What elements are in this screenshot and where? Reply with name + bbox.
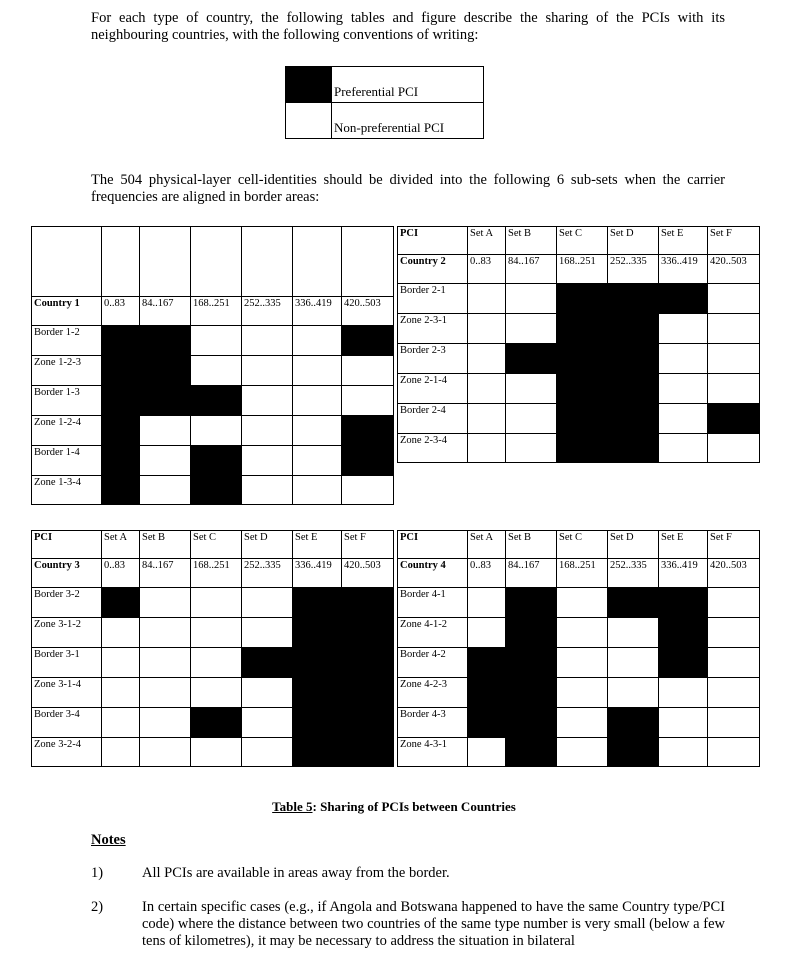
set-header-cell: Set B (506, 227, 557, 255)
non-preferential-cell (242, 588, 293, 618)
non-preferential-cell (293, 356, 342, 386)
table-row (398, 314, 760, 344)
range-row (398, 559, 760, 588)
non-preferential-cell (468, 618, 506, 648)
preferential-cell (506, 618, 557, 648)
non-preferential-cell (140, 738, 191, 767)
preferential-cell (506, 588, 557, 618)
preferential-cell (557, 404, 608, 434)
preferential-cell (102, 476, 140, 505)
set-header-cell: Set D (608, 531, 659, 559)
non-preferential-cell (342, 356, 394, 386)
range-row (32, 297, 394, 326)
preferential-cell (293, 588, 342, 618)
non-preferential-cell (506, 434, 557, 463)
range-cell: 420..503 (708, 255, 760, 284)
non-preferential-cell (506, 404, 557, 434)
pci-header-cell: PCI (32, 531, 102, 559)
non-preferential-cell (659, 708, 708, 738)
table-row (32, 648, 394, 678)
non-preferential-cell (708, 374, 760, 404)
non-preferential-cell (102, 678, 140, 708)
pci-header-cell: PCI (398, 531, 468, 559)
non-preferential-cell (140, 618, 191, 648)
set-header-cell: Set F (708, 227, 760, 255)
preferential-cell (102, 416, 140, 446)
row-label: Border 1-4 (32, 446, 102, 476)
range-cell: 420..503 (342, 297, 394, 326)
note-text: All PCIs are available in areas away from the border. (142, 865, 450, 881)
non-preferential-cell (140, 708, 191, 738)
non-preferential-cell (242, 356, 293, 386)
non-preferential-cell (293, 416, 342, 446)
non-preferential-cell (708, 618, 760, 648)
non-preferential-cell (557, 678, 608, 708)
preferential-cell (506, 678, 557, 708)
preferential-cell (293, 678, 342, 708)
non-preferential-cell (242, 708, 293, 738)
set-header-cell: Set D (608, 227, 659, 255)
pci-table-country-1 (31, 226, 394, 505)
preferential-cell (468, 708, 506, 738)
header-row (398, 531, 760, 559)
table-row (32, 708, 394, 738)
preferential-cell (102, 326, 140, 356)
range-cell: 420..503 (342, 559, 394, 588)
preferential-cell (506, 344, 557, 374)
range-cell: 0..83 (102, 559, 140, 588)
pci-header-cell: PCI (398, 227, 468, 255)
pci-table-country-4 (397, 530, 760, 767)
table-row (398, 344, 760, 374)
set-header-cell: Set C (557, 531, 608, 559)
preferential-cell (557, 284, 608, 314)
preferential-cell (342, 446, 394, 476)
preferential-cell (191, 476, 242, 505)
preferential-cell (608, 738, 659, 767)
row-label: Zone 4-2-3 (398, 678, 468, 708)
country-label: Country 2 (398, 255, 468, 284)
preferential-cell (659, 588, 708, 618)
country-label: Country 4 (398, 559, 468, 588)
preferential-cell (506, 648, 557, 678)
set-header-cell: Set D (242, 531, 293, 559)
range-cell: 168..251 (557, 255, 608, 284)
non-preferential-cell (242, 678, 293, 708)
set-header-cell: Set B (506, 531, 557, 559)
note-text: In certain specific cases (e.g., if Angola and Botswana happened to have the same Country type/PCI code) where the distance between two countries of the same type number is very small (below a few tens of kilometres), it may be necessary to address the situation in bilateral (142, 899, 725, 949)
row-label: Border 4-2 (398, 648, 468, 678)
non-preferential-cell (140, 446, 191, 476)
row-label: Zone 3-2-4 (32, 738, 102, 767)
table-row (398, 434, 760, 463)
non-preferential-cell (708, 314, 760, 344)
preferential-cell (659, 618, 708, 648)
table-row (398, 404, 760, 434)
non-preferential-cell (708, 284, 760, 314)
non-preferential-cell (140, 648, 191, 678)
table-row (32, 326, 394, 356)
note-number: 1) (91, 865, 104, 881)
non-preferential-cell (557, 618, 608, 648)
range-cell: 0..83 (468, 255, 506, 284)
set-header-cell (102, 227, 140, 297)
range-cell: 252..335 (242, 297, 293, 326)
preferential-cell (191, 386, 242, 416)
preferential-cell (342, 618, 394, 648)
non-preferential-cell (102, 618, 140, 648)
non-preferential-cell (557, 738, 608, 767)
preferential-cell (506, 708, 557, 738)
set-header-cell: Set E (659, 227, 708, 255)
table-row (398, 648, 760, 678)
header-row (398, 227, 760, 255)
set-header-cell: Set C (191, 531, 242, 559)
non-preferential-cell (191, 326, 242, 356)
preferential-cell (506, 738, 557, 767)
preferential-cell (342, 588, 394, 618)
row-label: Border 3-4 (32, 708, 102, 738)
non-preferential-cell (242, 446, 293, 476)
table-row (32, 386, 394, 416)
table-row (398, 284, 760, 314)
preferential-cell (557, 344, 608, 374)
header-row (32, 227, 394, 297)
preferential-cell (293, 618, 342, 648)
preferential-cell (293, 648, 342, 678)
preferential-cell (293, 708, 342, 738)
preferential-cell (140, 326, 191, 356)
non-preferential-cell (659, 374, 708, 404)
preferential-cell (293, 738, 342, 767)
preferential-cell (342, 678, 394, 708)
non-preferential-cell (140, 416, 191, 446)
non-preferential-cell (708, 588, 760, 618)
set-header-cell (342, 227, 394, 297)
row-label: Border 2-4 (398, 404, 468, 434)
table-row (398, 708, 760, 738)
set-header-cell: Set A (468, 227, 506, 255)
non-preferential-cell (468, 374, 506, 404)
non-preferential-cell (242, 416, 293, 446)
non-preferential-cell (293, 326, 342, 356)
table-row (32, 356, 394, 386)
preferential-cell (102, 446, 140, 476)
set-header-cell (140, 227, 191, 297)
preferential-cell (608, 588, 659, 618)
set-header-cell: Set A (102, 531, 140, 559)
set-header-cell: Set F (708, 531, 760, 559)
row-label: Border 1-3 (32, 386, 102, 416)
set-header-cell: Set E (293, 531, 342, 559)
non-preferential-cell (608, 648, 659, 678)
preferential-cell (608, 314, 659, 344)
non-preferential-cell (506, 314, 557, 344)
country-label: Country 3 (32, 559, 102, 588)
non-preferential-cell (708, 678, 760, 708)
table-row (398, 678, 760, 708)
row-label: Zone 2-3-1 (398, 314, 468, 344)
preferential-cell (608, 708, 659, 738)
preferential-cell (342, 326, 394, 356)
non-preferential-cell (293, 386, 342, 416)
non-preferential-cell (468, 588, 506, 618)
table-row (32, 588, 394, 618)
legend-table (285, 66, 484, 139)
non-preferential-cell (242, 738, 293, 767)
table-row (32, 618, 394, 648)
row-label: Zone 4-3-1 (398, 738, 468, 767)
non-preferential-cell (708, 434, 760, 463)
row-label: Border 2-1 (398, 284, 468, 314)
non-preferential-cell (191, 738, 242, 767)
preferential-cell (557, 314, 608, 344)
non-preferential-cell (659, 314, 708, 344)
non-preferential-cell (191, 588, 242, 618)
non-preferential-cell (102, 708, 140, 738)
range-cell: 0..83 (102, 297, 140, 326)
non-preferential-cell (140, 678, 191, 708)
preferential-swatch (286, 67, 332, 103)
non-preferential-cell (191, 356, 242, 386)
non-preferential-cell (659, 344, 708, 374)
preferential-cell (468, 648, 506, 678)
table-row (32, 446, 394, 476)
non-preferential-cell (557, 708, 608, 738)
table-caption (0, 799, 788, 815)
non-preferential-cell (659, 434, 708, 463)
table-row (398, 738, 760, 767)
preferential-cell (191, 708, 242, 738)
range-cell: 336..419 (659, 559, 708, 588)
preferential-cell (102, 386, 140, 416)
set-header-cell (293, 227, 342, 297)
notes-title: Notes (91, 832, 126, 848)
preferential-cell (659, 648, 708, 678)
non-preferential-cell (659, 678, 708, 708)
preferential-cell (608, 404, 659, 434)
preferential-cell (608, 344, 659, 374)
preferential-cell (608, 374, 659, 404)
preferential-cell (140, 356, 191, 386)
non-preferential-cell (342, 386, 394, 416)
row-label: Zone 2-1-4 (398, 374, 468, 404)
range-cell: 420..503 (708, 559, 760, 588)
non-preferential-cell (191, 416, 242, 446)
row-label: Border 2-3 (398, 344, 468, 374)
range-cell: 168..251 (557, 559, 608, 588)
range-row (32, 559, 394, 588)
range-cell: 84..167 (140, 559, 191, 588)
pci-table-country-3 (31, 530, 394, 767)
preferential-cell (342, 708, 394, 738)
intro-paragraph: For each type of country, the following tables and figure describe the sharing of the PCIs with its neighbouring countries, with the following conventions of writing: (91, 10, 725, 43)
non-preferential-cell (468, 284, 506, 314)
caption-rest: : Sharing of PCIs between Countries (312, 799, 516, 814)
set-header-cell: Set F (342, 531, 394, 559)
non-preferential-cell (708, 344, 760, 374)
non-preferential-cell (708, 648, 760, 678)
non-preferential-cell (342, 476, 394, 505)
range-cell: 0..83 (468, 559, 506, 588)
row-label: Zone 1-2-4 (32, 416, 102, 446)
table-row (398, 618, 760, 648)
set-header-cell: Set E (659, 531, 708, 559)
non-preferential-cell (708, 738, 760, 767)
set-header-cell: Set C (557, 227, 608, 255)
range-cell: 252..335 (608, 255, 659, 284)
non-preferential-cell (468, 434, 506, 463)
non-preferential-cell (293, 446, 342, 476)
non-preferential-cell (659, 738, 708, 767)
row-label: Border 3-1 (32, 648, 102, 678)
row-label: Zone 4-1-2 (398, 618, 468, 648)
preferential-cell (608, 284, 659, 314)
row-label: Zone 3-1-2 (32, 618, 102, 648)
table-row (398, 588, 760, 618)
preferential-cell (608, 434, 659, 463)
range-cell: 336..419 (659, 255, 708, 284)
preferential-cell (342, 416, 394, 446)
row-label: Border 4-1 (398, 588, 468, 618)
range-cell: 336..419 (293, 559, 342, 588)
range-cell: 84..167 (140, 297, 191, 326)
range-row (398, 255, 760, 284)
non-preferential-cell (191, 678, 242, 708)
range-cell: 84..167 (506, 559, 557, 588)
non-preferential-cell (506, 284, 557, 314)
preferential-cell (468, 678, 506, 708)
non-preferential-cell (708, 708, 760, 738)
set-header-cell: Set A (468, 531, 506, 559)
range-cell: 84..167 (506, 255, 557, 284)
preferential-cell (659, 284, 708, 314)
non-preferential-cell (608, 618, 659, 648)
country-label: Country 1 (32, 297, 102, 326)
set-header-cell (242, 227, 293, 297)
non-preferential-cell (557, 648, 608, 678)
subset-paragraph: The 504 physical-layer cell-identities should be divided into the following 6 sub-sets when the carrier frequencies are aligned in border areas: (91, 172, 725, 205)
non-preferential-cell (242, 476, 293, 505)
non-preferential-cell (608, 678, 659, 708)
row-label: Zone 2-3-4 (398, 434, 468, 463)
row-label: Border 1-2 (32, 326, 102, 356)
non-preferential-cell (293, 476, 342, 505)
non-preferential-cell (242, 326, 293, 356)
non-preferential-cell (242, 618, 293, 648)
preferential-cell (708, 404, 760, 434)
non-preferential-cell (468, 738, 506, 767)
non-preferential-cell (506, 374, 557, 404)
header-row (32, 531, 394, 559)
row-label: Zone 1-3-4 (32, 476, 102, 505)
caption-prefix: Table 5 (272, 799, 313, 814)
row-label: Zone 3-1-4 (32, 678, 102, 708)
non-preferential-cell (191, 618, 242, 648)
non-preferential-cell (242, 386, 293, 416)
non-preferential-cell (102, 648, 140, 678)
row-label: Zone 1-2-3 (32, 356, 102, 386)
non-preferential-cell (191, 648, 242, 678)
table-row (32, 476, 394, 505)
non-preferential-cell (557, 588, 608, 618)
non-preferential-cell (102, 738, 140, 767)
non-preferential-cell (140, 476, 191, 505)
pci-table-country-2 (397, 226, 760, 463)
non-preferential-cell (468, 314, 506, 344)
table-row (32, 678, 394, 708)
note-number: 2) (91, 899, 104, 915)
range-cell: 168..251 (191, 559, 242, 588)
table-row (32, 416, 394, 446)
non-preferential-cell (468, 344, 506, 374)
table-row (32, 738, 394, 767)
set-header-cell: Set B (140, 531, 191, 559)
preferential-cell (102, 356, 140, 386)
pci-header-cell (32, 227, 102, 297)
range-cell: 168..251 (191, 297, 242, 326)
preferential-cell (557, 434, 608, 463)
legend-preferential-label: Preferential PCI (332, 67, 484, 103)
legend-non-preferential-label: Non-preferential PCI (332, 103, 484, 139)
range-cell: 336..419 (293, 297, 342, 326)
preferential-cell (557, 374, 608, 404)
preferential-cell (342, 738, 394, 767)
preferential-cell (140, 386, 191, 416)
range-cell: 252..335 (608, 559, 659, 588)
row-label: Border 4-3 (398, 708, 468, 738)
non-preferential-swatch (286, 103, 332, 139)
preferential-cell (242, 648, 293, 678)
preferential-cell (191, 446, 242, 476)
row-label: Border 3-2 (32, 588, 102, 618)
preferential-cell (102, 588, 140, 618)
preferential-cell (342, 648, 394, 678)
non-preferential-cell (659, 404, 708, 434)
range-cell: 252..335 (242, 559, 293, 588)
non-preferential-cell (468, 404, 506, 434)
non-preferential-cell (140, 588, 191, 618)
table-row (398, 374, 760, 404)
set-header-cell (191, 227, 242, 297)
